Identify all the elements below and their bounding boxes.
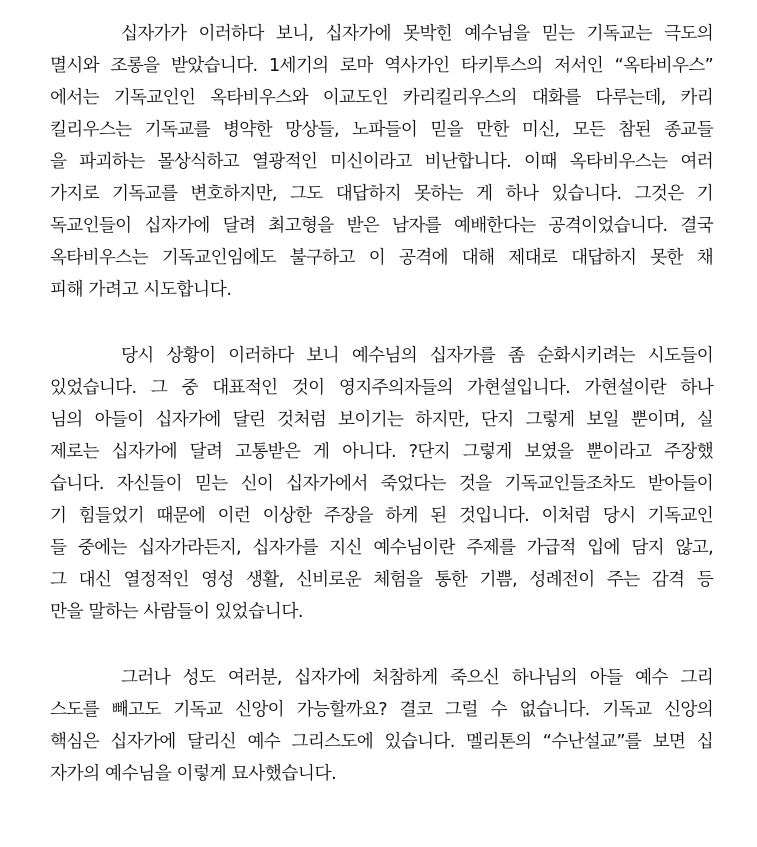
text-line: 에서는 기독교인인 옥타비우스와 이교도인 카리킬리우스의 대화를 다루는데, 카리 — [50, 88, 713, 108]
text-line: 피해 가려고 시도합니다. — [50, 280, 232, 300]
text-line: 그러나 성도 여러분, 십자가에 처참하게 죽으신 하나님의 아들 예수 그리 — [121, 668, 713, 688]
text-line: 을 파괴하는 몰상식하고 열광적인 미신이라고 비난합니다. 이때 옥타비우스는 여러 — [50, 152, 713, 172]
text-line: 있었습니다. 그 중 대표적인 것이 영지주의자들의 가현설입니다. 가현설이란 하나 — [50, 378, 713, 398]
text-line: 기 힘들었기 때문에 이런 이상한 주장을 하게 된 것입니다. 이처럼 당시 기독교인 — [50, 506, 713, 526]
paragraph-3 — [50, 662, 713, 790]
text-line: 만을 말하는 사람들이 있었습니다. — [50, 602, 304, 622]
text-line: 제로는 십자가에 달려 고통받은 게 아니다. ?단지 그렇게 보였을 뿐이라고 주장했 — [50, 442, 713, 462]
text-line: 독교인들이 십자가에 달려 최고형을 받은 남자를 예배한다는 공격이었습니다. 결국 — [50, 216, 713, 236]
text-line: 킬리우스는 기독교를 병약한 망상들, 노파들이 믿을 만한 미신, 모든 참된 종교들 — [50, 120, 713, 140]
text-line: 그 대신 열정적인 영성 생활, 신비로운 체험을 통한 기쁨, 성례전이 주는 감격 등 — [50, 570, 713, 590]
paragraph-1 — [50, 18, 713, 306]
text-line: 십자가가 이러하다 보니, 십자가에 못박힌 예수님을 믿는 기독교는 극도의 — [121, 24, 713, 44]
paragraph-2 — [50, 340, 713, 628]
text-line: 습니다. 자신들이 믿는 신이 십자가에서 죽었다는 것을 기독교인들조차도 받아들이 — [50, 474, 713, 494]
text-line: 자가의 예수님을 이렇게 묘사했습니다. — [50, 764, 337, 784]
text-line: 들 중에는 십자가라든지, 십자가를 지신 예수님이란 주제를 가급적 입에 담지 않고, — [50, 538, 713, 558]
text-line: 핵심은 십자가에 달리신 예수 그리스도에 있습니다. 멜리톤의 “수난설교”를 보면 십 — [50, 732, 713, 752]
text-line: 님의 아들이 십자가에 달린 것처럼 보이기는 하지만, 단지 그렇게 보일 뿐이며, 실 — [50, 410, 713, 430]
text-line: 가지로 기독교를 변호하지만, 그도 대답하지 못하는 게 하나 있습니다. 그것은 기 — [50, 184, 713, 204]
text-line: 옥타비우스는 기독교인임에도 불구하고 이 공격에 대해 제대로 대답하지 못한 채 — [50, 248, 713, 268]
text-line: 멸시와 조롱을 받았습니다. 1세기의 로마 역사가인 타키투스의 저서인 “옥타비우스” — [50, 56, 713, 76]
text-line: 스도를 빼고도 기독교 신앙이 가능할까요? 결코 그럴 수 없습니다. 기독교 신앙의 — [50, 700, 713, 720]
text-line: 당시 상황이 이러하다 보니 예수님의 십자가를 좀 순화시키려는 시도들이 — [121, 346, 713, 366]
